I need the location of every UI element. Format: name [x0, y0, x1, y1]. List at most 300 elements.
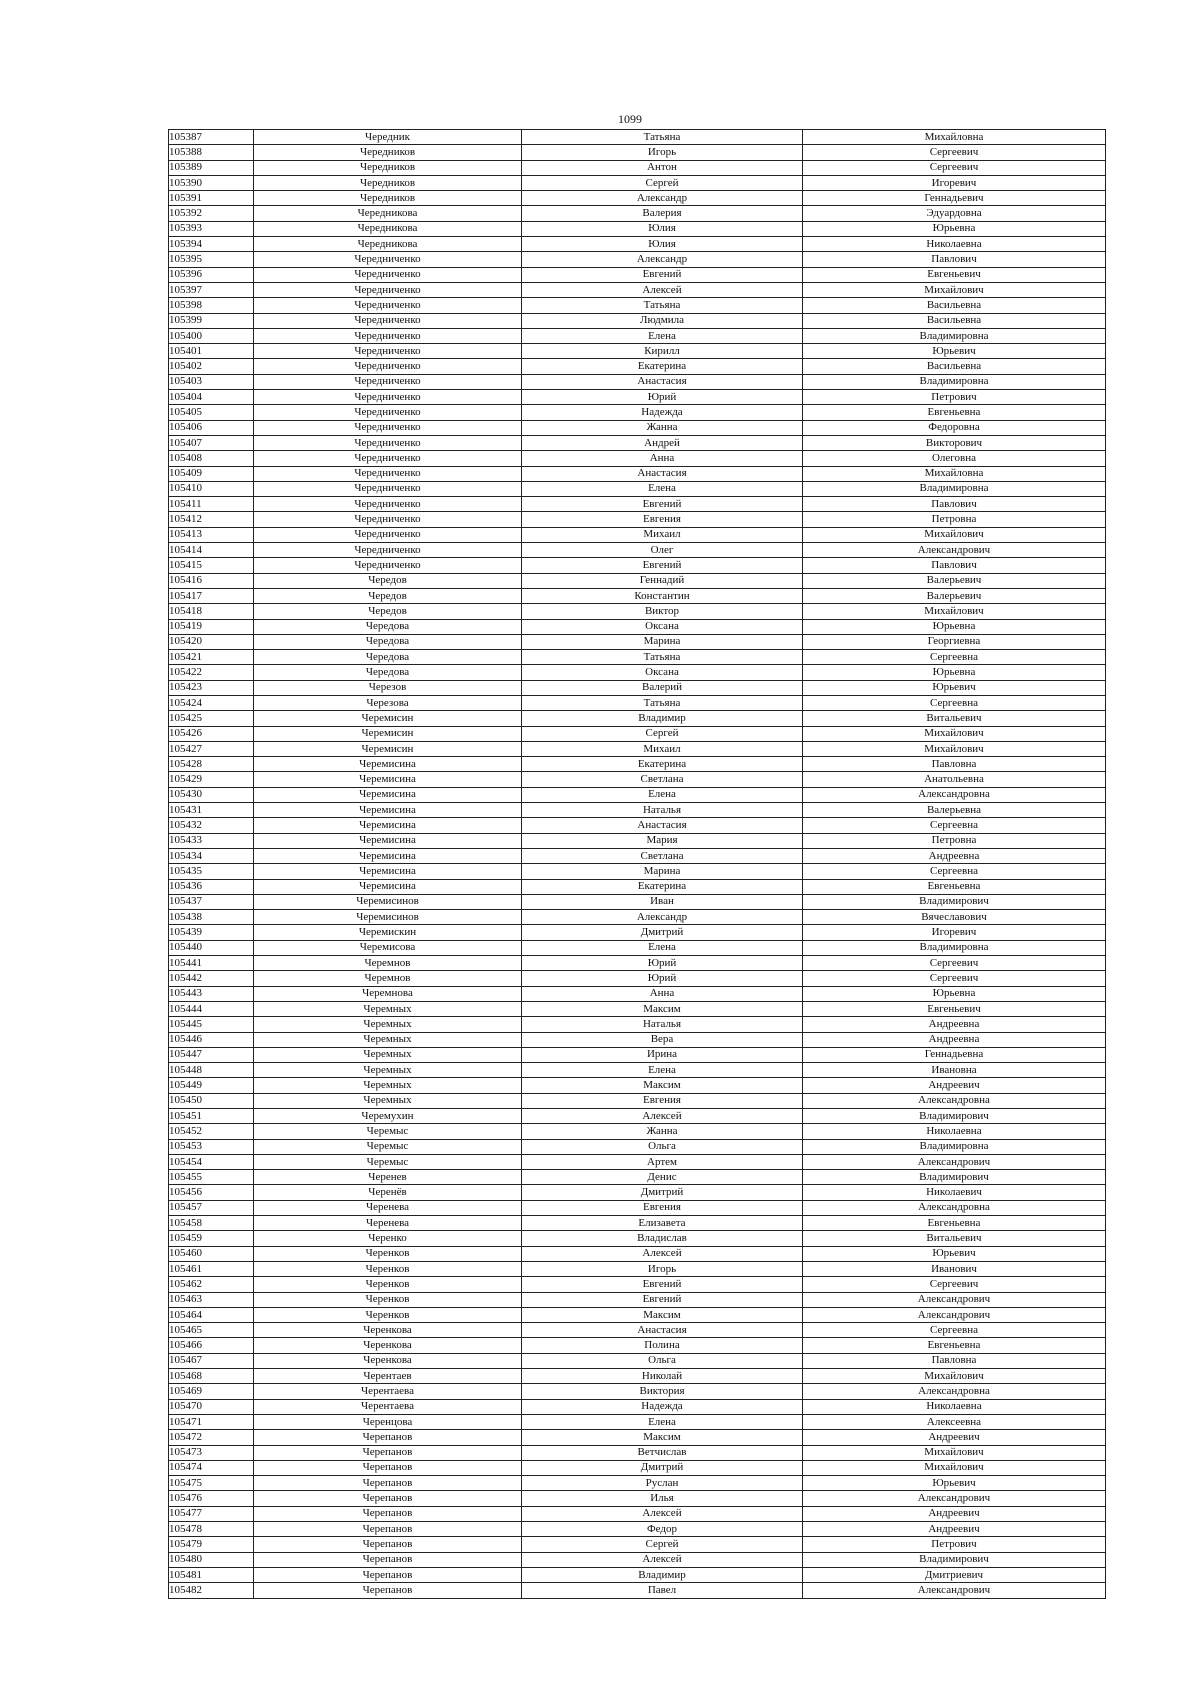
last-name-cell: Черентаева	[254, 1399, 522, 1414]
row-number-cell: 105452	[169, 1124, 254, 1139]
row-number-cell: 105436	[169, 879, 254, 894]
row-number-cell: 105463	[169, 1292, 254, 1307]
patronymic-cell: Олеговна	[803, 451, 1106, 466]
first-name-cell: Ветчислав	[522, 1445, 803, 1460]
row-number-cell: 105465	[169, 1323, 254, 1338]
first-name-cell: Полина	[522, 1338, 803, 1353]
last-name-cell: Чередникова	[254, 206, 522, 221]
last-name-cell: Чередниченко	[254, 512, 522, 527]
row-number-cell: 105399	[169, 313, 254, 328]
first-name-cell: Руслан	[522, 1476, 803, 1491]
last-name-cell: Чередникова	[254, 221, 522, 236]
first-name-cell: Максим	[522, 1001, 803, 1016]
table-row	[169, 818, 1106, 833]
last-name-cell: Черемнов	[254, 956, 522, 971]
last-name-cell: Чередниченко	[254, 527, 522, 542]
last-name-cell: Черемисова	[254, 940, 522, 955]
table-row	[169, 267, 1106, 282]
table-row	[169, 894, 1106, 909]
patronymic-cell: Александрович	[803, 1583, 1106, 1598]
patronymic-cell: Александровна	[803, 1093, 1106, 1108]
last-name-cell: Чередниченко	[254, 435, 522, 450]
first-name-cell: Андрей	[522, 435, 803, 450]
row-number-cell: 105394	[169, 237, 254, 252]
first-name-cell: Анна	[522, 451, 803, 466]
last-name-cell: Черенкова	[254, 1338, 522, 1353]
last-name-cell: Черенева	[254, 1216, 522, 1231]
table-row	[169, 451, 1106, 466]
last-name-cell: Черемных	[254, 1093, 522, 1108]
patronymic-cell: Андреевна	[803, 1032, 1106, 1047]
last-name-cell: Чередниченко	[254, 420, 522, 435]
table-row	[169, 435, 1106, 450]
table-row	[169, 588, 1106, 603]
last-name-cell: Черемисина	[254, 787, 522, 802]
table-row	[169, 282, 1106, 297]
last-name-cell: Черенева	[254, 1200, 522, 1215]
patronymic-cell: Юрьевна	[803, 221, 1106, 236]
last-name-cell: Черемных	[254, 1001, 522, 1016]
last-name-cell: Чередникова	[254, 237, 522, 252]
row-number-cell: 105389	[169, 160, 254, 175]
row-number-cell: 105473	[169, 1445, 254, 1460]
row-number-cell: 105401	[169, 344, 254, 359]
table-row	[169, 558, 1106, 573]
first-name-cell: Евгения	[522, 1200, 803, 1215]
table-row	[169, 1476, 1106, 1491]
first-name-cell: Татьяна	[522, 650, 803, 665]
last-name-cell: Черенков	[254, 1261, 522, 1276]
patronymic-cell: Евгеньевна	[803, 879, 1106, 894]
first-name-cell: Екатерина	[522, 879, 803, 894]
table-row	[169, 619, 1106, 634]
roster-body	[169, 130, 1106, 1599]
last-name-cell: Чередниченко	[254, 328, 522, 343]
patronymic-cell: Александровна	[803, 1200, 1106, 1215]
patronymic-cell: Игоревич	[803, 175, 1106, 190]
last-name-cell: Черепанов	[254, 1537, 522, 1552]
patronymic-cell: Евгеньевич	[803, 1001, 1106, 1016]
table-row	[169, 848, 1106, 863]
last-name-cell: Черемисина	[254, 803, 522, 818]
patronymic-cell: Николаевна	[803, 237, 1106, 252]
last-name-cell: Чередниченко	[254, 359, 522, 374]
row-number-cell: 105445	[169, 1017, 254, 1032]
table-row	[169, 1384, 1106, 1399]
last-name-cell: Черемисина	[254, 879, 522, 894]
row-number-cell: 105428	[169, 757, 254, 772]
first-name-cell: Федор	[522, 1522, 803, 1537]
patronymic-cell: Александровна	[803, 787, 1106, 802]
table-row	[169, 1154, 1106, 1169]
patronymic-cell: Петровна	[803, 833, 1106, 848]
table-row	[169, 1537, 1106, 1552]
table-row	[169, 1231, 1106, 1246]
last-name-cell: Черемисина	[254, 864, 522, 879]
patronymic-cell: Николаевна	[803, 1124, 1106, 1139]
last-name-cell: Чередниченко	[254, 282, 522, 297]
first-name-cell: Татьяна	[522, 298, 803, 313]
row-number-cell: 105400	[169, 328, 254, 343]
last-name-cell: Чередниченко	[254, 390, 522, 405]
first-name-cell: Оксана	[522, 665, 803, 680]
patronymic-cell: Игоревич	[803, 925, 1106, 940]
first-name-cell: Кирилл	[522, 344, 803, 359]
last-name-cell: Черемискин	[254, 925, 522, 940]
first-name-cell: Татьяна	[522, 130, 803, 145]
first-name-cell: Иван	[522, 894, 803, 909]
table-row	[169, 1170, 1106, 1185]
row-number-cell: 105398	[169, 298, 254, 313]
first-name-cell: Алексей	[522, 1506, 803, 1521]
row-number-cell: 105407	[169, 435, 254, 450]
row-number-cell: 105427	[169, 741, 254, 756]
row-number-cell: 105430	[169, 787, 254, 802]
first-name-cell: Виктория	[522, 1384, 803, 1399]
table-row	[169, 986, 1106, 1001]
patronymic-cell: Васильевна	[803, 298, 1106, 313]
row-number-cell: 105412	[169, 512, 254, 527]
row-number-cell: 105395	[169, 252, 254, 267]
patronymic-cell: Владимировна	[803, 481, 1106, 496]
row-number-cell: 105458	[169, 1216, 254, 1231]
row-number-cell: 105421	[169, 650, 254, 665]
table-row	[169, 1139, 1106, 1154]
patronymic-cell: Андреевич	[803, 1078, 1106, 1093]
row-number-cell: 105417	[169, 588, 254, 603]
row-number-cell: 105393	[169, 221, 254, 236]
row-number-cell: 105476	[169, 1491, 254, 1506]
table-row	[169, 405, 1106, 420]
row-number-cell: 105434	[169, 848, 254, 863]
row-number-cell: 105397	[169, 282, 254, 297]
first-name-cell: Александр	[522, 252, 803, 267]
row-number-cell: 105447	[169, 1047, 254, 1062]
row-number-cell: 105437	[169, 894, 254, 909]
first-name-cell: Людмила	[522, 313, 803, 328]
first-name-cell: Сергей	[522, 175, 803, 190]
patronymic-cell: Петрович	[803, 390, 1106, 405]
patronymic-cell: Сергеевна	[803, 695, 1106, 710]
table-row	[169, 175, 1106, 190]
table-row	[169, 1414, 1106, 1429]
last-name-cell: Черезов	[254, 680, 522, 695]
patronymic-cell: Евгеньевич	[803, 267, 1106, 282]
first-name-cell: Оксана	[522, 619, 803, 634]
patronymic-cell: Федоровна	[803, 420, 1106, 435]
patronymic-cell: Анатольевна	[803, 772, 1106, 787]
patronymic-cell: Андреевич	[803, 1522, 1106, 1537]
first-name-cell: Елизавета	[522, 1216, 803, 1231]
table-row	[169, 221, 1106, 236]
last-name-cell: Черепанов	[254, 1460, 522, 1475]
row-number-cell: 105432	[169, 818, 254, 833]
last-name-cell: Чередниченко	[254, 558, 522, 573]
table-row	[169, 1200, 1106, 1215]
patronymic-cell: Владимирович	[803, 1170, 1106, 1185]
table-row	[169, 1552, 1106, 1567]
patronymic-cell: Николаевна	[803, 1399, 1106, 1414]
last-name-cell: Черепанов	[254, 1522, 522, 1537]
row-number-cell: 105404	[169, 390, 254, 405]
patronymic-cell: Витальевич	[803, 1231, 1106, 1246]
row-number-cell: 105402	[169, 359, 254, 374]
patronymic-cell: Георгиевна	[803, 634, 1106, 649]
table-row	[169, 1460, 1106, 1475]
row-number-cell: 105388	[169, 145, 254, 160]
patronymic-cell: Геннадьевич	[803, 191, 1106, 206]
patronymic-cell: Васильевна	[803, 313, 1106, 328]
patronymic-cell: Евгеньевна	[803, 1338, 1106, 1353]
last-name-cell: Чередниченко	[254, 252, 522, 267]
last-name-cell: Чередова	[254, 634, 522, 649]
patronymic-cell: Павловна	[803, 757, 1106, 772]
patronymic-cell: Юрьевич	[803, 680, 1106, 695]
patronymic-cell: Валерьевна	[803, 803, 1106, 818]
row-number-cell: 105391	[169, 191, 254, 206]
table-row	[169, 1032, 1106, 1047]
row-number-cell: 105410	[169, 481, 254, 496]
first-name-cell: Елена	[522, 328, 803, 343]
first-name-cell: Евгения	[522, 512, 803, 527]
row-number-cell: 105450	[169, 1093, 254, 1108]
patronymic-cell: Сергеевна	[803, 818, 1106, 833]
last-name-cell: Черемыс	[254, 1139, 522, 1154]
first-name-cell: Анастасия	[522, 466, 803, 481]
first-name-cell: Елена	[522, 1414, 803, 1429]
row-number-cell: 105442	[169, 971, 254, 986]
last-name-cell: Черенёв	[254, 1185, 522, 1200]
table-row	[169, 1124, 1106, 1139]
first-name-cell: Артем	[522, 1154, 803, 1169]
first-name-cell: Елена	[522, 1063, 803, 1078]
table-row	[169, 1522, 1106, 1537]
row-number-cell: 105448	[169, 1063, 254, 1078]
last-name-cell: Черенков	[254, 1246, 522, 1261]
first-name-cell: Максим	[522, 1307, 803, 1322]
patronymic-cell: Александрович	[803, 1154, 1106, 1169]
first-name-cell: Максим	[522, 1430, 803, 1445]
row-number-cell: 105424	[169, 695, 254, 710]
last-name-cell: Черемисин	[254, 711, 522, 726]
table-row	[169, 910, 1106, 925]
first-name-cell: Ольга	[522, 1353, 803, 1368]
first-name-cell: Дмитрий	[522, 925, 803, 940]
patronymic-cell: Михайлович	[803, 282, 1106, 297]
row-number-cell: 105451	[169, 1109, 254, 1124]
patronymic-cell: Валерьевич	[803, 588, 1106, 603]
table-row	[169, 803, 1106, 818]
patronymic-cell: Эдуардовна	[803, 206, 1106, 221]
patronymic-cell: Владимировна	[803, 940, 1106, 955]
first-name-cell: Владислав	[522, 1231, 803, 1246]
patronymic-cell: Владимировна	[803, 1139, 1106, 1154]
row-number-cell: 105474	[169, 1460, 254, 1475]
first-name-cell: Игорь	[522, 145, 803, 160]
patronymic-cell: Михайловна	[803, 466, 1106, 481]
patronymic-cell: Юрьевна	[803, 986, 1106, 1001]
first-name-cell: Антон	[522, 160, 803, 175]
first-name-cell: Геннадий	[522, 573, 803, 588]
first-name-cell: Максим	[522, 1078, 803, 1093]
row-number-cell: 105396	[169, 267, 254, 282]
patronymic-cell: Михайлович	[803, 1445, 1106, 1460]
table-row	[169, 634, 1106, 649]
table-row	[169, 956, 1106, 971]
last-name-cell: Чередниченко	[254, 374, 522, 389]
row-number-cell: 105481	[169, 1567, 254, 1582]
first-name-cell: Алексей	[522, 1552, 803, 1567]
last-name-cell: Чередниченко	[254, 344, 522, 359]
last-name-cell: Чередников	[254, 145, 522, 160]
last-name-cell: Черемнова	[254, 986, 522, 1001]
table-row	[169, 1445, 1106, 1460]
patronymic-cell: Сергеевич	[803, 1277, 1106, 1292]
table-row	[169, 1001, 1106, 1016]
table-row	[169, 527, 1106, 542]
last-name-cell: Черепанов	[254, 1430, 522, 1445]
table-row	[169, 971, 1106, 986]
table-row	[169, 481, 1106, 496]
last-name-cell: Черемнов	[254, 971, 522, 986]
last-name-cell: Черепанов	[254, 1567, 522, 1582]
first-name-cell: Надежда	[522, 405, 803, 420]
table-row	[169, 1323, 1106, 1338]
first-name-cell: Евгений	[522, 558, 803, 573]
table-row	[169, 359, 1106, 374]
patronymic-cell: Сергеевич	[803, 145, 1106, 160]
row-number-cell: 105456	[169, 1185, 254, 1200]
first-name-cell: Евгений	[522, 1277, 803, 1292]
patronymic-cell: Александрович	[803, 1307, 1106, 1322]
row-number-cell: 105403	[169, 374, 254, 389]
first-name-cell: Наталья	[522, 1017, 803, 1032]
row-number-cell: 105469	[169, 1384, 254, 1399]
last-name-cell: Черенко	[254, 1231, 522, 1246]
patronymic-cell: Юрьевич	[803, 1246, 1106, 1261]
patronymic-cell: Вячеславович	[803, 910, 1106, 925]
patronymic-cell: Павлович	[803, 252, 1106, 267]
first-name-cell: Юрий	[522, 390, 803, 405]
table-row	[169, 237, 1106, 252]
first-name-cell: Сергей	[522, 726, 803, 741]
first-name-cell: Владимир	[522, 711, 803, 726]
patronymic-cell: Павлович	[803, 558, 1106, 573]
row-number-cell: 105420	[169, 634, 254, 649]
patronymic-cell: Владимирович	[803, 894, 1106, 909]
first-name-cell: Анна	[522, 986, 803, 1001]
last-name-cell: Черентаев	[254, 1369, 522, 1384]
row-number-cell: 105471	[169, 1414, 254, 1429]
last-name-cell: Чередова	[254, 665, 522, 680]
patronymic-cell: Александрович	[803, 1491, 1106, 1506]
table-row	[169, 1399, 1106, 1414]
patronymic-cell: Александрович	[803, 543, 1106, 558]
patronymic-cell: Сергеевна	[803, 1323, 1106, 1338]
last-name-cell: Чередниченко	[254, 405, 522, 420]
row-number-cell: 105480	[169, 1552, 254, 1567]
row-number-cell: 105408	[169, 451, 254, 466]
row-number-cell: 105443	[169, 986, 254, 1001]
first-name-cell: Алексей	[522, 282, 803, 297]
row-number-cell: 105406	[169, 420, 254, 435]
last-name-cell: Чередников	[254, 160, 522, 175]
table-row	[169, 313, 1106, 328]
table-row	[169, 1047, 1106, 1062]
last-name-cell: Черемисина	[254, 848, 522, 863]
row-number-cell: 105478	[169, 1522, 254, 1537]
last-name-cell: Черепанов	[254, 1491, 522, 1506]
row-number-cell: 105482	[169, 1583, 254, 1598]
row-number-cell: 105472	[169, 1430, 254, 1445]
patronymic-cell: Андреевич	[803, 1506, 1106, 1521]
last-name-cell: Черемисинов	[254, 910, 522, 925]
last-name-cell: Чередниченко	[254, 267, 522, 282]
table-row	[169, 1491, 1106, 1506]
first-name-cell: Жанна	[522, 1124, 803, 1139]
row-number-cell: 105433	[169, 833, 254, 848]
patronymic-cell: Михайлович	[803, 527, 1106, 542]
first-name-cell: Светлана	[522, 772, 803, 787]
table-row	[169, 1093, 1106, 1108]
row-number-cell: 105419	[169, 619, 254, 634]
table-row	[169, 1063, 1106, 1078]
row-number-cell: 105470	[169, 1399, 254, 1414]
first-name-cell: Юрий	[522, 971, 803, 986]
table-row	[169, 787, 1106, 802]
patronymic-cell: Михайлович	[803, 1369, 1106, 1384]
first-name-cell: Павел	[522, 1583, 803, 1598]
table-row	[169, 252, 1106, 267]
first-name-cell: Юлия	[522, 221, 803, 236]
table-row	[169, 711, 1106, 726]
patronymic-cell: Владимировна	[803, 374, 1106, 389]
first-name-cell: Александр	[522, 910, 803, 925]
row-number-cell: 105454	[169, 1154, 254, 1169]
first-name-cell: Юлия	[522, 237, 803, 252]
first-name-cell: Игорь	[522, 1261, 803, 1276]
table-row	[169, 1246, 1106, 1261]
row-number-cell: 105455	[169, 1170, 254, 1185]
last-name-cell: Черезова	[254, 695, 522, 710]
last-name-cell: Чередник	[254, 130, 522, 145]
row-number-cell: 105449	[169, 1078, 254, 1093]
page-number: 1099	[618, 112, 642, 126]
first-name-cell: Олег	[522, 543, 803, 558]
row-number-cell: 105441	[169, 956, 254, 971]
row-number-cell: 105444	[169, 1001, 254, 1016]
first-name-cell: Надежда	[522, 1399, 803, 1414]
last-name-cell: Черепанов	[254, 1445, 522, 1460]
table-row	[169, 925, 1106, 940]
first-name-cell: Марина	[522, 634, 803, 649]
table-row	[169, 665, 1106, 680]
row-number-cell: 105426	[169, 726, 254, 741]
last-name-cell: Черемных	[254, 1078, 522, 1093]
row-number-cell: 105468	[169, 1369, 254, 1384]
last-name-cell: Чередниченко	[254, 481, 522, 496]
last-name-cell: Чередников	[254, 191, 522, 206]
row-number-cell: 105461	[169, 1261, 254, 1276]
table-row	[169, 543, 1106, 558]
last-name-cell: Черепанов	[254, 1583, 522, 1598]
table-row	[169, 604, 1106, 619]
patronymic-cell: Сергеевна	[803, 864, 1106, 879]
table-row	[169, 497, 1106, 512]
table-row	[169, 772, 1106, 787]
first-name-cell: Валерий	[522, 680, 803, 695]
patronymic-cell: Юрьевна	[803, 665, 1106, 680]
